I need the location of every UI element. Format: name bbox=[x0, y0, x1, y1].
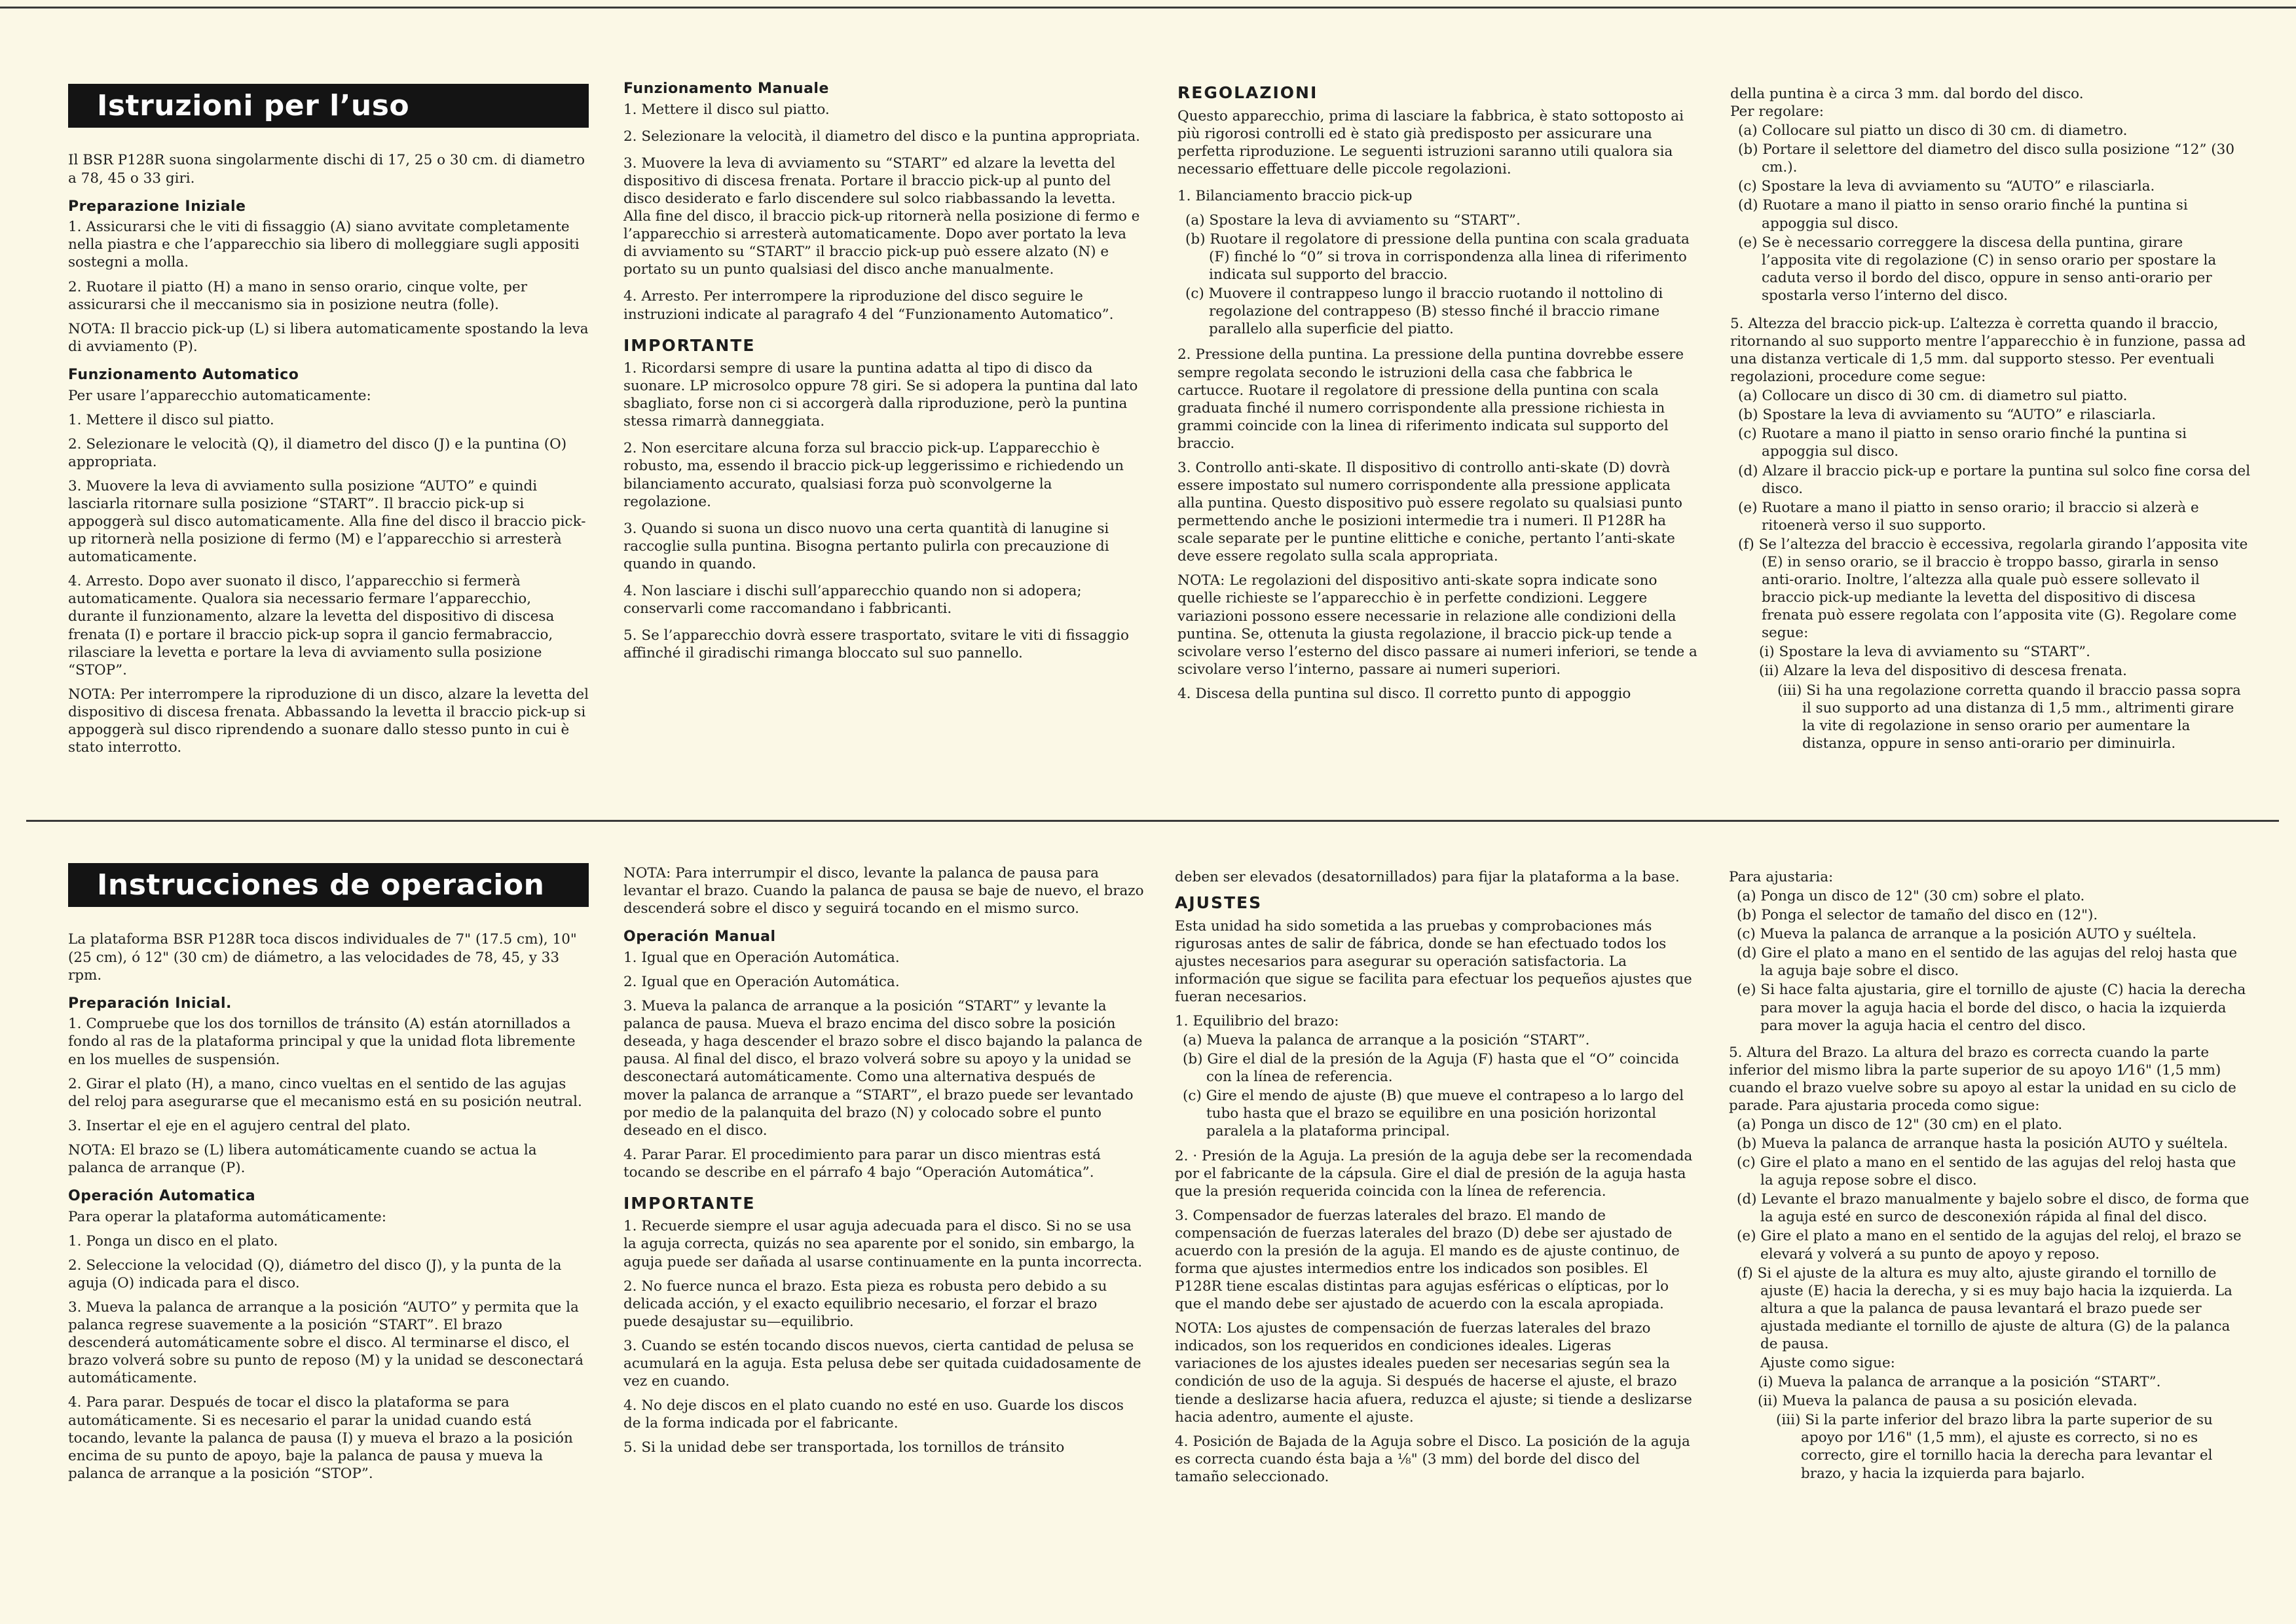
it-c4-5b: (b) Spostare la leva di avviamento su “AUTO” e rilasciarla. bbox=[1738, 407, 2157, 424]
it-column-3 bbox=[1177, 83, 1698, 709]
it-c4-5f-ii: (ii) Alzare la leva del dispositivo di descesa frenata. bbox=[1759, 663, 2127, 680]
es-c4-d: (d) Gire el plato a mano en el sentido de las agujas del reloj hasta que la aguja baje sobre el disco. bbox=[1737, 945, 2238, 980]
es-aj-nota: NOTA: Los ajustes de compensación de fuerzas laterales del brazo indicados, son los requeridos en condiciones ideales. Ligeras variaciones de los ajustes ideales pueden ser necesarias según sea la condición de uso de la aguja. Si después de hacerse el ajuste, el brazo tiende a deslizarse hacia afuera, reduzca el ajuste; si tiende a deslizarse hacia adentro, aumente el ajuste. bbox=[1175, 1320, 1692, 1426]
es-auto-intro: Para operar la plataforma automáticamente: bbox=[68, 1208, 386, 1225]
it-auto-intro: Per usare l’apparecchio automaticamente: bbox=[68, 387, 371, 404]
es-c4-5e: (e) Gire el plato a mano en el sentido de la agujas del reloj, el brazo se elevará y volverá a su punto de apoyo y reposo. bbox=[1737, 1228, 2242, 1263]
it-reg-3: 3. Controllo anti-skate. Il dispositivo di controllo anti-skate (D) dovrà essere impostato sul numero corrispondente alla pressione applicata alla puntina. Questo dispositivo può essere regolato su qualsiasi punto permettendo anche le posizioni intermedie tra i numeri. Il P128R ha scale separate per le puntine elittiche e coniche, pertanto l’anti-skate deve essere regolato sulla scala appropriata. bbox=[1177, 459, 1682, 565]
es-c3-cont: deben ser elevados (desatornillados) para fijar la plataforma a la base. bbox=[1175, 869, 1680, 885]
it-auto-heading: Funzionamento Automatico bbox=[68, 366, 299, 383]
es-c4-c: (c) Mueva la palanca de arranque a la posición AUTO y suéltela. bbox=[1737, 926, 2197, 943]
it-prep-1: 1. Assicurarsi che le viti di fissaggio (A) siano avvitate completamente nella piastra e che l’apparecchio sia libero di molleggiare sugli appositi sostegni a molla. bbox=[68, 219, 580, 271]
it-reg-2: 2. Pressione della puntina. La pressione della puntina dovrebbe essere sempre regolata secondo le istruzioni della casa che fabbrica le cartucce. Ruotare il regolatore di pressione della puntina con scala graduata finché il numero corrispondente alla pressione richiesta in grammi coincide con la linea di riferimento indicata sul supporto del braccio. bbox=[1177, 346, 1684, 452]
es-ajustes-heading: AJUSTES bbox=[1175, 893, 1263, 913]
es-prep-1: 1. Compruebe que los dos tornillos de tránsito (A) están atornillados a fondo al ras de la plataforma principal y que la unidad flota libremente en los muelles de suspensión. bbox=[68, 1016, 576, 1068]
es-c4-5d: (d) Levante el brazo manualmente y bajelo sobre el disco, de forma que la aguja esté en surco de desconexión rápida al final del disco. bbox=[1737, 1191, 2250, 1226]
it-c4-5c: (c) Ruotare a mano il piatto in senso orario finché la puntina si appoggia sul disco. bbox=[1738, 426, 2187, 460]
es-auto-1: 1. Ponga un disco en el plato. bbox=[68, 1232, 278, 1249]
it-imp-1: 1. Ricordarsi sempre di usare la puntina adatta al tipo di disco da suonare. LP microsolco oppure 78 giri. Se si adopera la puntina dal lato sbagliato, forse non ci si accorgerà dalla riproduzione, però la puntina stessa rimarrà danneggiata. bbox=[623, 360, 1138, 430]
it-c4-c: (c) Spostare la leva di avviamento su “AUTO” e rilasciarla. bbox=[1738, 178, 2155, 195]
es-prep-3: 3. Insertar el eje en el agujero central del plato. bbox=[68, 1117, 411, 1134]
it-man-1: 1. Mettere il disco sul piatto. bbox=[623, 101, 830, 118]
it-imp-3: 3. Quando si suona un disco nuovo una certa quantità di lanugine si raccoglie sulla puntina. Bisogna pertanto pulirla con precauzione di quando in quando. bbox=[623, 520, 1109, 572]
es-imp-5: 5. Si la unidad debe ser transportada, los tornillos de tránsito bbox=[623, 1439, 1065, 1456]
es-c2-nota: NOTA: Para interrumpir el disco, levante la palanca de pausa para levantar el brazo. Cuando la palanca de pausa se baje de nuevo, el brazo descenderá sobre el disco y seguirá tocando en el mismo surco. bbox=[623, 865, 1144, 917]
it-c4-5f: (f) Se l’altezza del braccio è eccessiva, regolarla girando l’apposita vite (E) in senso orario, se il braccio è troppo basso, girarla in senso anti-orario. Inoltre, l’altezza alla quale può essere sollevato il braccio pick-up mediante la levetta del dispositivo di discesa frenata può essere regolata con l’apposita vite (G). Regolare come segue: bbox=[1738, 536, 2248, 642]
it-imp-4: 4. Non lasciare i dischi sull’apparecchio quando non si adopera; conservarli come raccomandano i fabbricanti. bbox=[623, 582, 1082, 618]
it-c4-b: (b) Portare il selettore del diametro del disco sulla posizione “12” (30 cm.). bbox=[1738, 141, 2235, 176]
es-important-heading: IMPORTANTE bbox=[623, 1193, 756, 1213]
it-imp-5: 5. Se l’apparecchio dovrà essere trasportato, svitare le viti di fissaggio affinché il giradischi rimanga bloccato sul suo pannello. bbox=[623, 627, 1129, 662]
es-title-banner: Instrucciones de operacion bbox=[68, 863, 589, 907]
es-auto-heading: Operación Automatica bbox=[68, 1188, 256, 1205]
it-man-2: 2. Selezionare la velocità, il diametro del disco e la puntina appropriata. bbox=[623, 128, 1141, 145]
es-auto-2: 2. Seleccione la velocidad (Q), diámetro del disco (J), y la punta de la aguja (O) indicada para el disco. bbox=[68, 1257, 562, 1291]
it-man-3: 3. Muovere la leva di avviamento su “START” ed alzare la levetta del dispositivo di discesa frenata. Portare il braccio pick-up al punto del disco desiderato e farlo discendere sul solco riabbassando la levetta. Alla fine del disco, il braccio pick-up ritornerà nella posizione di fermo e l’apparecchio si arresterà automaticamente. Dopo aver portato la leva di avviamento su “START” il braccio pick-up può essere alzato (N) e portato su un punto qualsiasi del disco anche manualmente. bbox=[623, 155, 1140, 278]
es-c4-5c: (c) Gire el plato a mano en el sentido de las agujas del reloj hasta que la aguja repose sobre el disco. bbox=[1737, 1154, 2236, 1189]
es-aj-4: 4. Posición de Bajada de la Aguja sobre el Disco. La posición de la aguja es correcta cuando ésta baja a ⅛" (3 mm) del borde del disco del tamaño seleccionado. bbox=[1175, 1433, 1690, 1485]
es-imp-1: 1. Recuerde siempre el usar aguja adecuada para el disco. Si no se usa la aguja correcta, quizás no sea aparente por el sonido, sin embargo, la aguja puede ser dañada al usarse continuamente en la punta incorrecta. bbox=[623, 1218, 1143, 1270]
es-auto-4: 4. Para parar. Después de tocar el disco la plataforma se para automáticamente. Si es necesario el parar la unidad cuando está tocando, levante la palanca de pausa (I) y mueva el brazo a la posición encima de su punto de apoyo, baje la palanca de pausa y mueva la palanca de arranque a la posición “STOP”. bbox=[68, 1394, 573, 1482]
it-reg-1b: (b) Ruotare il regolatore di pressione della puntina con scala graduata (F) finché lo “0” si trova in corrispondenza alla linea di riferimento indicata sul supporto del braccio. bbox=[1185, 231, 1690, 284]
it-prep-nota: NOTA: Il braccio pick-up (L) si libera automaticamente spostando la leva di avviamento (P). bbox=[68, 320, 589, 355]
es-man-4: 4. Parar Parar. El procedimiento para parar un disco mientras está tocando se describe en el párrafo 4 bajo “Operación Automática”. bbox=[623, 1146, 1101, 1181]
it-c4-cont: della puntina è a circa 3 mm. dal bordo del disco. bbox=[1730, 86, 2084, 102]
es-c4-5f-iii: (iii) Si la parte inferior del brazo libra la parte superior de su apoyo por 1⁄16" (1,5 mm), el ajuste es correcto, si no es correcto, gire el tornillo hacia la derecha para levantar el brazo, y hacia la izquierda para bajarlo. bbox=[1776, 1412, 2213, 1482]
es-c4-e: (e) Si hace falta ajustaria, gire el tornillo de ajuste (C) hacia la derecha para mover la aguja hacia el borde del disco, o hacia la izquierda para mover la aguja hacia el centro del disco. bbox=[1737, 982, 2246, 1034]
es-c4-5a: (a) Ponga un disco de 12" (30 cm) en el plato. bbox=[1737, 1116, 2063, 1134]
es-prep-nota: NOTA: El brazo se (L) libera automáticamente cuando se actua la palanca de arranque (P). bbox=[68, 1141, 537, 1176]
it-man-4: 4. Arresto. Per interrompere la riproduzione del disco seguire le instruzioni indicate al paragrafo 4 del “Funzionamento Automatico”. bbox=[623, 288, 1114, 323]
es-intro: La plataforma BSR P128R toca discos individuales de 7" (17.5 cm), 10" (25 cm), ó 12" (30 cm) de diámetro, a las velocidades de 78, 45, y 33 rpm. bbox=[68, 931, 577, 984]
it-c4-per: Per regolare: bbox=[1730, 103, 1824, 120]
es-aj-1b: (b) Gire el dial de la presión de la Aguja (F) hasta que el “O” coincida con la línea de referencia. bbox=[1183, 1051, 1680, 1086]
it-reg-1: 1. Bilanciamento braccio pick-up bbox=[1177, 187, 1413, 204]
es-c4-5f-i: (i) Mueva la palanca de arranque a la posición “START”. bbox=[1758, 1374, 2161, 1391]
it-auto-3: 3. Muovere la leva di avviamento sulla posizione “AUTO” e quindi lasciarla ritornare sulla posizione “START”. Il braccio pick-up si appoggerà sul disco automaticamente. Alla fine del disco il braccio pick-up ritornerà nella posizione di fermo (M) e l’apparecchio si arresterà automaticamente. bbox=[68, 477, 586, 566]
es-c4-5f-ii: (ii) Mueva la palanca de pausa a su posición elevada. bbox=[1758, 1393, 2138, 1410]
es-aj-intro: Esta unidad ha sido sometida a las pruebas y comprobaciones más rigurosas antes de salir de fábrica, donde se han efectuado todos los ajustes necesarios para asegurar su operación satisfactoria. La información que sigue se facilita para efectuar los pequeños ajustes que fueran necesarios. bbox=[1175, 917, 1692, 1005]
it-column-4 bbox=[1730, 85, 2251, 754]
it-c4-5: 5. Altezza del braccio pick-up. L’altezza è corretta quando il braccio, ritornando al suo supporto mentre l’apparecchio è in funzione, passa ad una distanza verticale di 1,5 mm. dal supporto stesso. Per eventuali regolazioni, procedure come segue: bbox=[1730, 315, 2246, 386]
es-man-1: 1. Igual que en Operación Automática. bbox=[623, 949, 900, 966]
it-title-banner: Istruzioni per l’uso bbox=[68, 84, 589, 128]
it-reg-intro: Questo apparecchio, prima di lasciare la fabbrica, è stato sottoposto ai più rigorosi controlli ed è stato già predisposto per assicurare una perfetta riproduzione. Le seguenti istruzioni saranno utili qualora sia necessario effettuare delle piccole regolazioni. bbox=[1177, 107, 1684, 177]
top-rule bbox=[0, 7, 2296, 9]
es-c4-5f-ajuste: Ajuste como sigue: bbox=[1760, 1355, 1895, 1372]
it-c4-5d: (d) Alzare il braccio pick-up e portare la puntina sul solco fine corsa del disco. bbox=[1738, 462, 2251, 497]
it-column-1 bbox=[68, 84, 589, 763]
it-important-heading: IMPORTANTE bbox=[623, 335, 756, 355]
it-c4-5e: (e) Ruotare a mano il piatto in senso orario; il braccio si alzerà e ritoenerà verso il suo supporto. bbox=[1738, 499, 2199, 534]
es-aj-3: 3. Compensador de fuerzas laterales del brazo. El mando de compensación de fuerzas laterales del brazo (D) debe ser ajustado de acuerdo con la presión de la aguja. El mando es de ajuste continuo, de forma que ajustes intermedios entre los indicados son posibles. El P128R tiene escalas distintas para agujas esféricas o elípticas, por lo que el mando debe ser ajustado de acuerdo con la escala apropiada. bbox=[1175, 1207, 1680, 1313]
it-c4-a: (a) Collocare sul piatto un disco di 30 cm. di diametro. bbox=[1738, 122, 2128, 139]
it-reg-1c: (c) Muovere il contrappeso lungo il braccio ruotando il nottolino di regolazione del contrappeso (B) stesso finché il braccio rimane parallelo alla superficie del piatto. bbox=[1185, 286, 1663, 338]
es-prep-heading: Preparación Inicial. bbox=[68, 995, 232, 1012]
it-manual-heading: Funzionamento Manuale bbox=[623, 81, 829, 97]
it-column-2 bbox=[623, 80, 1144, 671]
it-c4-5f-i: (i) Spostare la leva di avviamento su “START”. bbox=[1759, 644, 2090, 661]
it-auto-nota: NOTA: Per interrompere la riproduzione di un disco, alzare la levetta del dispositivo di discesa frenata. Abbassando la levetta il braccio pick-up si appoggerà sul disco riprendendo a suonare dallo stesso punto in cui è stato interrotto. bbox=[68, 686, 589, 756]
it-reg-nota: NOTA: Le regolazioni del dispositivo anti-skate sopra indicate sono quelle richieste se l’apparecchio è in perfette condizioni. Leggere variazioni possono essere necessarie in relazione alle condizioni della puntina. Se, ottenuta la giusta regolazione, il braccio pick-up tende a scivolare verso l’esterno del disco passare ai numeri inferiori, se tende a scivolare verso l’interno, passare ai numeri superiori. bbox=[1177, 572, 1697, 678]
es-imp-2: 2. No fuerce nunca el brazo. Esta pieza es robusta pero debido a su delicada acción, y el exacto equilibrio necesario, el forzar el brazo puede desajustar su—equilibrio. bbox=[623, 1278, 1107, 1330]
it-reg-4: 4. Discesa della puntina sul disco. Il corretto punto di appoggio bbox=[1177, 685, 1631, 702]
es-c4-5: 5. Altura del Brazo. La altura del brazo es correcta cuando la parte inferior del mismo libra la parte superior de su apoyo 1⁄16" (1,5 mm) cuando el brazo vuelve sobre su apoyo al estar la unidad en su ciclo de parade. Para ajustaria proceda como sigue: bbox=[1729, 1044, 2236, 1114]
es-manual-heading: Operación Manual bbox=[623, 929, 776, 946]
es-imp-3: 3. Cuando se estén tocando discos nuevos, cierta cantidad de pelusa se acumulará en la aguja. Esta pelusa debe ser quitada cuidadosamente de vez en cuando. bbox=[623, 1337, 1141, 1390]
it-c4-5a: (a) Collocare un disco di 30 cm. di diametro sul piatto. bbox=[1738, 388, 2128, 405]
it-prep-heading: Preparazione Iniziale bbox=[68, 198, 246, 215]
it-prep-2: 2. Ruotare il piatto (H) a mano in senso orario, cinque volte, per assicurarsi che il meccanismo sia in posizione neutra (folle). bbox=[68, 278, 528, 313]
es-c4-para: Para ajustaria: bbox=[1729, 869, 1834, 885]
es-man-2: 2. Igual que en Operación Automática. bbox=[623, 974, 900, 991]
it-auto-2: 2. Selezionare le velocità (Q), il diametro del disco (J) e la puntina (O) appropriata. bbox=[68, 435, 567, 470]
es-column-2 bbox=[623, 864, 1144, 1463]
it-imp-2: 2. Non esercitare alcuna forza sul braccio pick-up. L’apparecchio è robusto, ma, essendo il braccio pick-up leggerissimo e richiedendo un bilanciamento accurato, qualsiasi forza può sconvolgerne la regolazione. bbox=[623, 440, 1124, 510]
it-reg-1a: (a) Spostare la leva di avviamento su “START”. bbox=[1185, 212, 1521, 229]
it-c4-5f-iii: (iii) Si ha una regolazione corretta quando il braccio passa sopra il suo supporto ad una distanza di 1,5 mm., altrimenti girare la vite di regolazione in senso orario per aumentare la distanza, oppure in senso anti-orario per diminuirla. bbox=[1777, 682, 2241, 752]
es-c4-5f: (f) Si el ajuste de la altura es muy alto, ajuste girando el tornillo de ajuste (E) hacia la derecha, y si es muy bajo hacia la izquierda. La altura a que la palanca de pausa levantará el brazo puede ser ajustada mediante el tornillo de ajuste de altura (G) de la palanca de pausa. bbox=[1737, 1264, 2232, 1352]
es-aj-2: 2. · Presión de la Aguja. La presión de la aguja debe ser la recomendada por el fabricante de la cápsula. Gire el dial de presión de la aguja hasta que la presión requerida coincida con la línea de referencia. bbox=[1175, 1147, 1693, 1200]
es-aj-1c: (c) Gire el mendo de ajuste (B) que mueve el contrapeso a lo largo del tubo hasta que el brazo se equilibre en una posición horizontal paralela a la plataforma principal. bbox=[1183, 1088, 1684, 1140]
es-c4-a: (a) Ponga un disco de 12" (30 cm) sobre el plato. bbox=[1737, 888, 2085, 905]
es-c4-b: (b) Ponga el selector de tamaño del disco en (12"). bbox=[1737, 907, 2098, 924]
es-prep-2: 2. Girar el plato (H), a mano, cinco vueltas en el sentido de las agujas del reloj para asegurarse que el mecanismo está en su posición neutral. bbox=[68, 1075, 582, 1110]
it-regolazioni-heading: REGOLAZIONI bbox=[1177, 83, 1318, 102]
it-auto-1: 1. Mettere il disco sul piatto. bbox=[68, 411, 274, 428]
es-column-1 bbox=[68, 863, 589, 1489]
es-column-4 bbox=[1729, 868, 2250, 1484]
es-aj-1a: (a) Mueva la palanca de arranque a la posición “START”. bbox=[1183, 1032, 1590, 1049]
es-column-3 bbox=[1175, 868, 1695, 1492]
es-aj-1: 1. Equilibrio del brazo: bbox=[1175, 1012, 1339, 1029]
it-intro: Il BSR P128R suona singolarmente dischi di 17, 25 o 30 cm. di diametro a 78, 45 o 33 giri. bbox=[68, 152, 585, 187]
it-auto-4: 4. Arresto. Dopo aver suonato il disco, l’apparecchio si fermerà automaticamente. Qualora sia necessario fermare l’apparecchio, durante il funzionamento, alzare la levetta del dispositivo di discesa frenata (I) e portare il braccio pick-up sopra il gancio fermabraccio, rilasciare la levetta e portare la leva di avviamento sulla posizione “STOP”. bbox=[68, 573, 555, 678]
es-imp-4: 4. No deje discos en el plato cuando no esté en uso. Guarde los discos de la forma indicada por el fabricante. bbox=[623, 1397, 1124, 1432]
es-c4-5b: (b) Mueva la palanca de arranque hasta la posición AUTO y suéltela. bbox=[1737, 1135, 2229, 1153]
it-c4-e: (e) Se è necessario correggere la discesa della puntina, girare l’apposita vite di regolazione (C) in senso orario per spostare la caduta verso il bordo del disco, oppure in senso anti-orario per spostarla verso l’interno del disco. bbox=[1738, 234, 2217, 304]
es-auto-3: 3. Mueva la palanca de arranque a la posición “AUTO” y permita que la palanca regrese suavemente a la posición “START”. El brazo descenderá automáticamente sobre el disco. Al terminarse el disco, el brazo volverá sobre su punto de reposo (M) y la unidad se desconectará automáticamente. bbox=[68, 1299, 583, 1387]
es-man-3: 3. Mueva la palanca de arranque a la posición “START” y levante la palanca de pausa. Mueva el brazo encima del disco sobre la posición deseada, y haga descender el brazo sobre el disco bajando la palanca de pausa. Al final del disco, el brazo volverá sobre su apoyo y la unidad se desconectará automáticamente. Como una alternativa después de mover la palanca de arranque a “START”, el brazo puede ser levantado por medio de la palanquita del brazo (N) y colocado sobre el punto deseado en el disco. bbox=[623, 998, 1143, 1139]
it-c4-d: (d) Ruotare a mano il piatto in senso orario finché la puntina si appoggia sul disco. bbox=[1738, 197, 2188, 232]
middle-rule bbox=[26, 820, 2279, 822]
